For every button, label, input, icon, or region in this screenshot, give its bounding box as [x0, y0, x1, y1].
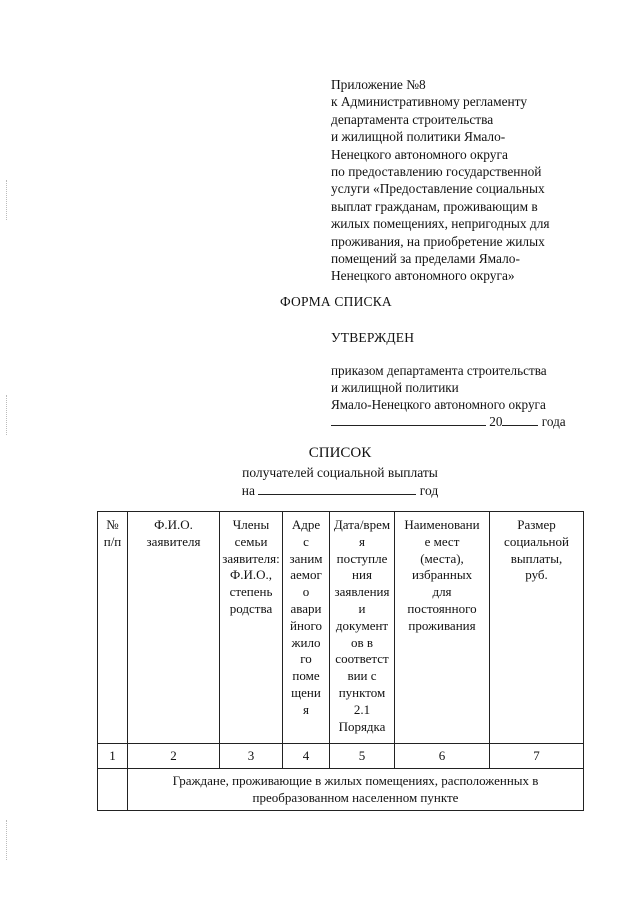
list-on-suffix: год — [419, 483, 439, 498]
group-row-empty-cell — [98, 769, 128, 811]
order-line: Ямало-Ненецкого автономного округа — [331, 397, 546, 412]
column-number-cell: 3 — [220, 744, 283, 769]
annex-line: Ненецкого автономного округа» — [331, 268, 515, 284]
group-row-line: преобразованном населенном пункте — [252, 790, 459, 805]
annex-line: Ненецкого автономного округа — [331, 146, 508, 162]
column-number-cell: 4 — [283, 744, 330, 769]
annex-line: услуги «Предоставление социальных — [331, 181, 545, 197]
annex-line: департамента строительства — [331, 111, 494, 127]
annex-line: проживания, на приобретение жилых — [331, 233, 545, 249]
date-blank-field[interactable] — [331, 413, 486, 426]
column-number-cell: 6 — [395, 744, 490, 769]
header-cell-chosen-place: Наименовани е мест (места), избранных для постоянного проживания — [395, 512, 490, 744]
annex-line: и жилищной политики Ямало- — [331, 129, 506, 145]
year-blank-field[interactable] — [502, 413, 538, 426]
table-row-group — [98, 769, 584, 811]
header-cell-family-members: Члены семьи заявителя: Ф.И.О., степень родства — [220, 512, 283, 744]
list-on-prefix: на — [241, 483, 256, 498]
list-subtitle: получателей социальной выплаты — [242, 465, 438, 480]
annex-header — [331, 76, 621, 285]
header-cell-application-date: Дата/врем я поступле ния заявления и документ ов в соответст вии с пунктом 2.1 Порядка — [330, 512, 395, 744]
list-year-blank-field[interactable] — [258, 482, 416, 495]
list-title: СПИСОК — [308, 445, 372, 461]
header-cell-address: Адре с заним аемог о авари йного жило го поме щени я — [283, 512, 330, 744]
form-title: ФОРМА СПИСКА — [280, 294, 392, 309]
table-header-row — [98, 512, 584, 744]
annex-line: помещений за пределами Ямало- — [331, 251, 520, 267]
column-number-cell: 5 — [330, 744, 395, 769]
order-line: приказом департамента строительства — [331, 363, 547, 378]
group-row-line: Граждане, проживающие в жилых помещениях, расположенных в — [172, 773, 539, 789]
annex-line: жилых помещениях, непригодных для — [331, 216, 550, 232]
header-cell-payment-amount: Размер социальной выплаты, руб. — [490, 512, 584, 744]
annex-line: по предоставлению государственной — [331, 164, 542, 180]
recipients-table — [97, 511, 584, 811]
year-prefix: 20 — [489, 414, 503, 429]
order-block — [331, 362, 566, 430]
group-row-cell — [128, 769, 584, 811]
list-year-line — [0, 482, 640, 499]
order-date-line — [331, 413, 566, 430]
order-line: и жилищной политики — [331, 380, 459, 395]
annex-line: к Административному регламенту — [331, 94, 528, 110]
column-number-cell: 1 — [98, 744, 128, 769]
annex-line: Приложение №8 — [331, 77, 426, 92]
scan-margin-mark-mid — [6, 395, 9, 435]
column-number-cell: 2 — [128, 744, 220, 769]
column-number-cell: 7 — [490, 744, 584, 769]
scan-margin-mark-top — [6, 180, 9, 220]
scan-margin-mark-bottom — [6, 820, 9, 860]
table-row-column-numbers — [98, 744, 584, 769]
approved-heading: УТВЕРЖДЕН — [331, 330, 415, 345]
year-suffix: года — [541, 414, 566, 429]
header-cell-number: № п/п — [98, 512, 128, 744]
annex-line: выплат гражданам, проживающим в — [331, 198, 538, 214]
header-cell-applicant-name: Ф.И.О. заявителя — [128, 512, 220, 744]
